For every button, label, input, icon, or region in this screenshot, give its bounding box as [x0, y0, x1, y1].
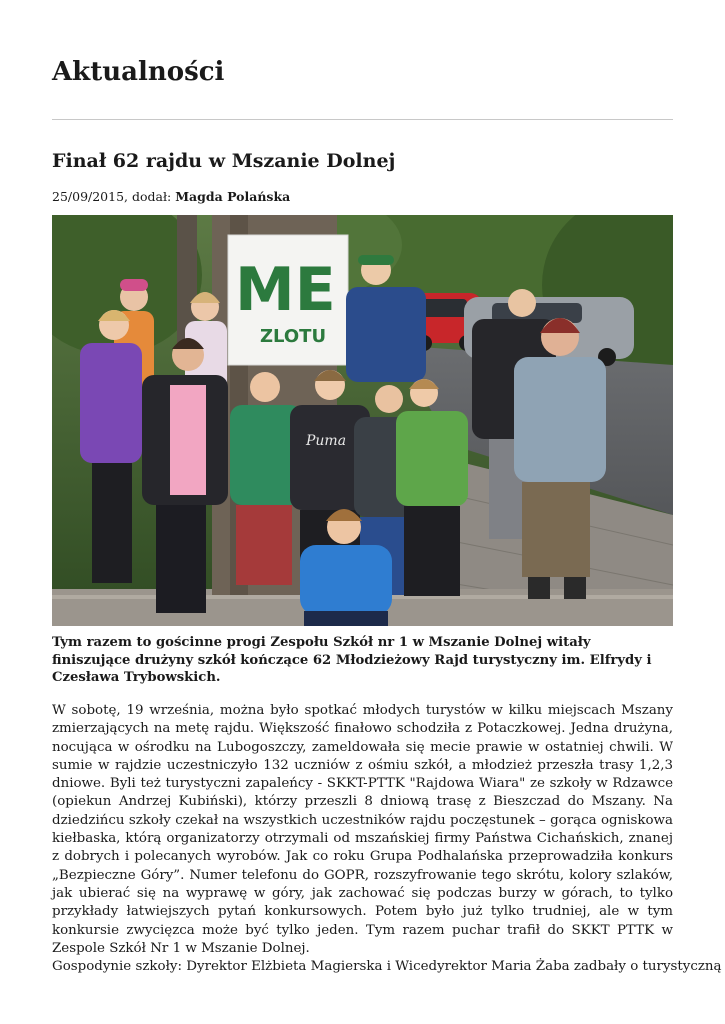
- title-divider: [52, 119, 673, 120]
- page-title: Aktualności: [52, 57, 225, 87]
- article-lead: Tym razem to gościnne progi Zespołu Szkół nr 1 w Mszanie Dolnej witały finiszujące drużyny szkół kończące 62 Młodzieżowy Rajd turystyczny im. Elfrydy i Czesława Trybowskich.: [52, 635, 652, 685]
- article-paragraph: Gospodynie szkoły: Dyrektor Elżbieta Magierska i Wicedyrektor Maria Żaba zadbały o turystyczną: [52, 959, 722, 975]
- shirt-text: Puma: [306, 433, 347, 449]
- banner-text-bottom: ZLOTU: [260, 326, 327, 347]
- article-body: [52, 702, 722, 976]
- article-author: Magda Polańska: [175, 189, 291, 204]
- group-photo-illustration: [52, 215, 673, 626]
- article-meta: [52, 188, 290, 206]
- article-date: 25/09/2015, dodał:: [52, 189, 176, 204]
- article-title[interactable]: Finał 62 rajdu w Mszanie Dolnej: [52, 150, 396, 172]
- article-photo[interactable]: [52, 215, 673, 626]
- article-paragraph: W sobotę, 19 września, można było spotkać młodych turystów w kilku miejscach Mszany zmierzających na metę rajdu. Większość finałowo schodziła z Potaczkowej. Jedna drużyna, nocująca w ośrodku na Lubogoszczy, zameldowała się mecie prawie w ostatniej chwili. W sumie w rajdzie uczestniczyło 132 uczniów z ośmiu szkół, a młodzież przeszła trasy 1,2,3 dniowe. Byli też turystyczni zapaleńcy - SKKT-PTTK "Rajdowa Wiara" ze szkoły w Rdzawce (opiekun Andrzej Kubiński), którzy przeszli 8 dniową trasę z Bieszczad do Mszany. Na dziedzińcu szkoły czekał na wszystkich uczestników rajdu poczęstunek – gorąca ogniskowa kiełbaska, którą organizatorzy otrzymali od mszańskiej firmy Państwa Cichańskich, znanej z dobrych i polecanych wyrobów. Jak co roku Grupa Podhalańska przeprowadziła konkurs „Bezpieczne Góry”. Numer telefonu do GOPR, rozszyfrowanie tego skrótu, kolory szlaków, jak ubierać się na wyprawę w góry, jak zachować się podczas burzy w górach, to tylko przykłady łatwiejszych pytań konkursowych. Potem było już tylko trudniej, ale w tym konkursie zwycięzca może być tylko jeden. Tym razem puchar trafił do SKKT PTTK w Zespole Szkół Nr 1 w Mszanie Dolnej.: [52, 703, 673, 956]
- banner-text-top: ME: [235, 255, 336, 325]
